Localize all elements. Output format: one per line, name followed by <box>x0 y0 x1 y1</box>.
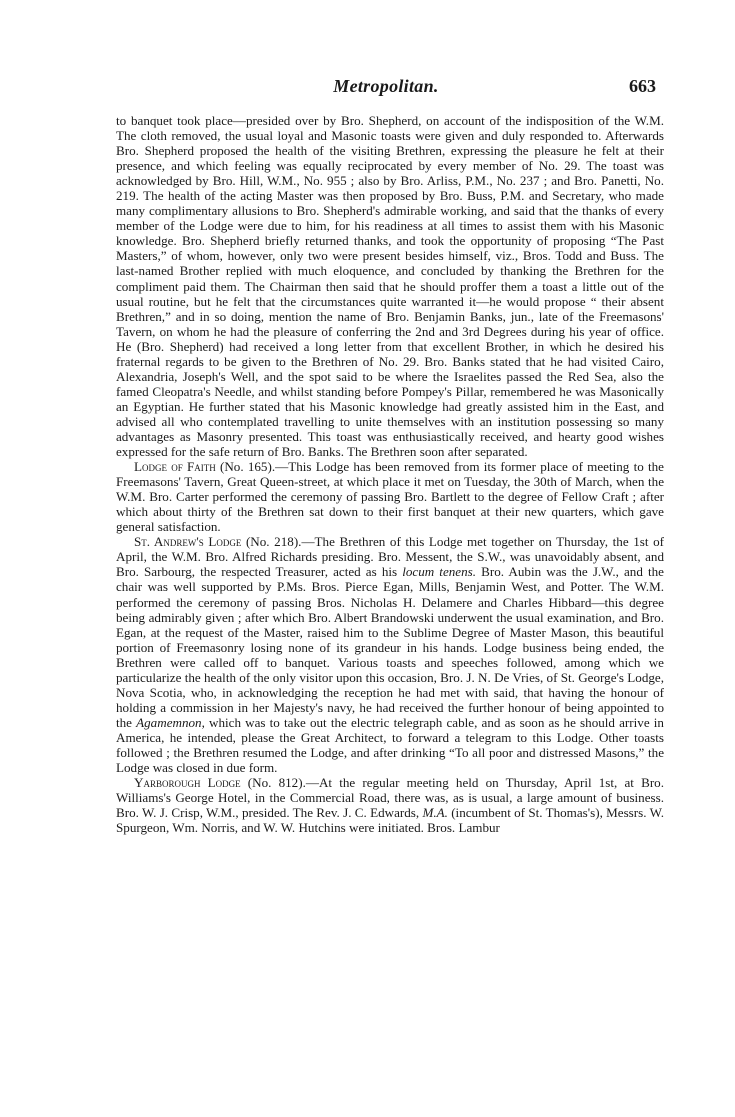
text-run: Bro. Aubin was the J.W., and the chair was well supported by P.Ms. Bros. Pierce Egan, Mills, Benjamin West, and Potter. The W.M. performed the ceremony of passing Bros. Nicholas H. Delamere and Charles Hibbard—this degree being admirably given ; after which Bro. Albert Brandowski underwent the usual examination, and Bro. Egan, at the request of the Master, raised him to the Sublime Degree of Master Mason, this beautiful portion of Freemasonry losing none of its grandeur in his hands. Lodge business being ended, the Brethren were called off to banquet. Various toasts and speeches followed, among which we particularize the health of the only visitor upon this occasion, Bro. J. N. De Vries, of St. George's Lodge, Nova Scotia, who, in acknowledging the reception he had met with said, that having the honour of holding a commission in her Majesty's navy, he had received the further honour of being appointed to the <box>116 564 664 730</box>
running-header <box>116 76 656 102</box>
text-run: (incumbent of St. Thomas's), Messrs. W. Spurgeon, Wm. Norris, and W. W. Hutchins were initiated. Bros. Lambur <box>116 805 664 836</box>
paragraph <box>116 775 664 835</box>
lodge-name: St. Andrew's Lodge <box>134 534 242 550</box>
paragraph <box>116 534 664 775</box>
lodge-name: Lodge of Faith <box>134 459 216 475</box>
italic-term: M.A. <box>422 805 448 821</box>
lodge-name: Yarborough Lodge <box>134 775 241 791</box>
body-text <box>116 113 664 835</box>
text-run: which was to take out the electric telegraph cable, and as soon as he should arrive in America, he intended, please the Great Architect, to forward a telegram to this Lodge. Other toasts followed ; the Brethren resumed the Lodge, and after drinking “To all poor and distressed Masons,” the Lodge was closed in due form. <box>116 714 664 776</box>
italic-term: locum tenens. <box>402 564 477 580</box>
paragraph <box>116 113 664 459</box>
text-run: to banquet took place—presided over by Bro. Shepherd, on account of the indisposition of the W.M. The cloth removed, the usual loyal and Masonic toasts were given and duly responded to. Afterwards Bro. Shepherd proposed the health of the visiting Brethren, expressing the pleasure he felt at their presence, and which feeling was equally reciprocated by every member of No. 29. The toast was acknowledged by Bro. Hill, W.M., No. 955 ; also by Bro. Arliss, P.M., No. 237 ; and Bro. Panetti, No. 219. The health of the acting Master was then proposed by Bro. Buss, P.M. and Secretary, who made many complimentary allusions to Bro. Shepherd's admirable working, and said that the thanks of every member of the Lodge were due to him, for his readiness at all times to assist them with his Masonic knowledge. Bro. Shepherd briefly returned thanks, and took the opportunity of proposing “The Past Masters,” of whom, however, only two were present besides himself, viz., Bros. Todd and Buss. The last-named Brother replied with much eloquence, and concluded by thanking the Brethren for the compliment paid them. The Chairman then said that he should proffer them a toast a little out of the usual routine, but he felt that the circumstances quite warranted it—he would propose “ their absent Brethren,” and in so doing, mention the name of Bro. Benjamin Banks, jun., late of the Freemasons' Tavern, on whom he had the pleasure of conferring the 2nd and 3rd Degrees during his year of office. He (Bro. Shepherd) had received a long letter from that excellent Brother, in which he desired his fraternal regards to be given to the Brethren of No. 29. Bro. Banks stated that he had visited Cairo, Alexandria, Joseph's Well, and the spot said to be where the Israelites passed the Red Sea, also the famed Cleopatra's Needle, and whilst standing before Pompey's Pillar, remembered he was Masonically an Egyptian. He further stated that his Masonic knowledge had greatly assisted him in the East, and advised all who contemplated travelling to unite themselves with an institution possessing so many advantages as Masonry presented. This toast was enthusiastically received, and hearty good wishes expressed for the safe return of Bro. Banks. The Brethren soon after separated. <box>116 113 664 460</box>
running-title: Metropolitan. <box>333 76 439 96</box>
ship-name: Agamemnon, <box>136 714 205 730</box>
paragraph <box>116 459 664 534</box>
text-run: (No. 165).—This Lodge has been removed from its former place of meeting to the Freemasons' Tavern, Great Queen-street, at which place it met on Tuesday, the 30th of March, when the W.M. Bro. Carter performed the ceremony of passing Bro. Bartlett to the degree of Fellow Craft ; after which about thirty of the Brethren sat down to their first banquet at their new quarters, which gave general satisfaction. <box>116 459 664 535</box>
text-run: (No. 812).—At the regular meeting held on Thursday, April 1st, at Bro. Williams's George Hotel, in the Commercial Road, there was, as is usual, a large amount of business. Bro. W. J. Crisp, W.M., presided. The Rev. J. C. Edwards, <box>116 775 664 821</box>
page-number: 663 <box>629 76 656 96</box>
text-run: (No. 218).—The Brethren of this Lodge met together on Thursday, the 1st of April, the W.M. Bro. Alfred Richards presiding. Bro. Messent, the S.W., was unavoidably absent, and Bro. Sarbourg, the respected Treasurer, acted as his <box>116 534 665 580</box>
